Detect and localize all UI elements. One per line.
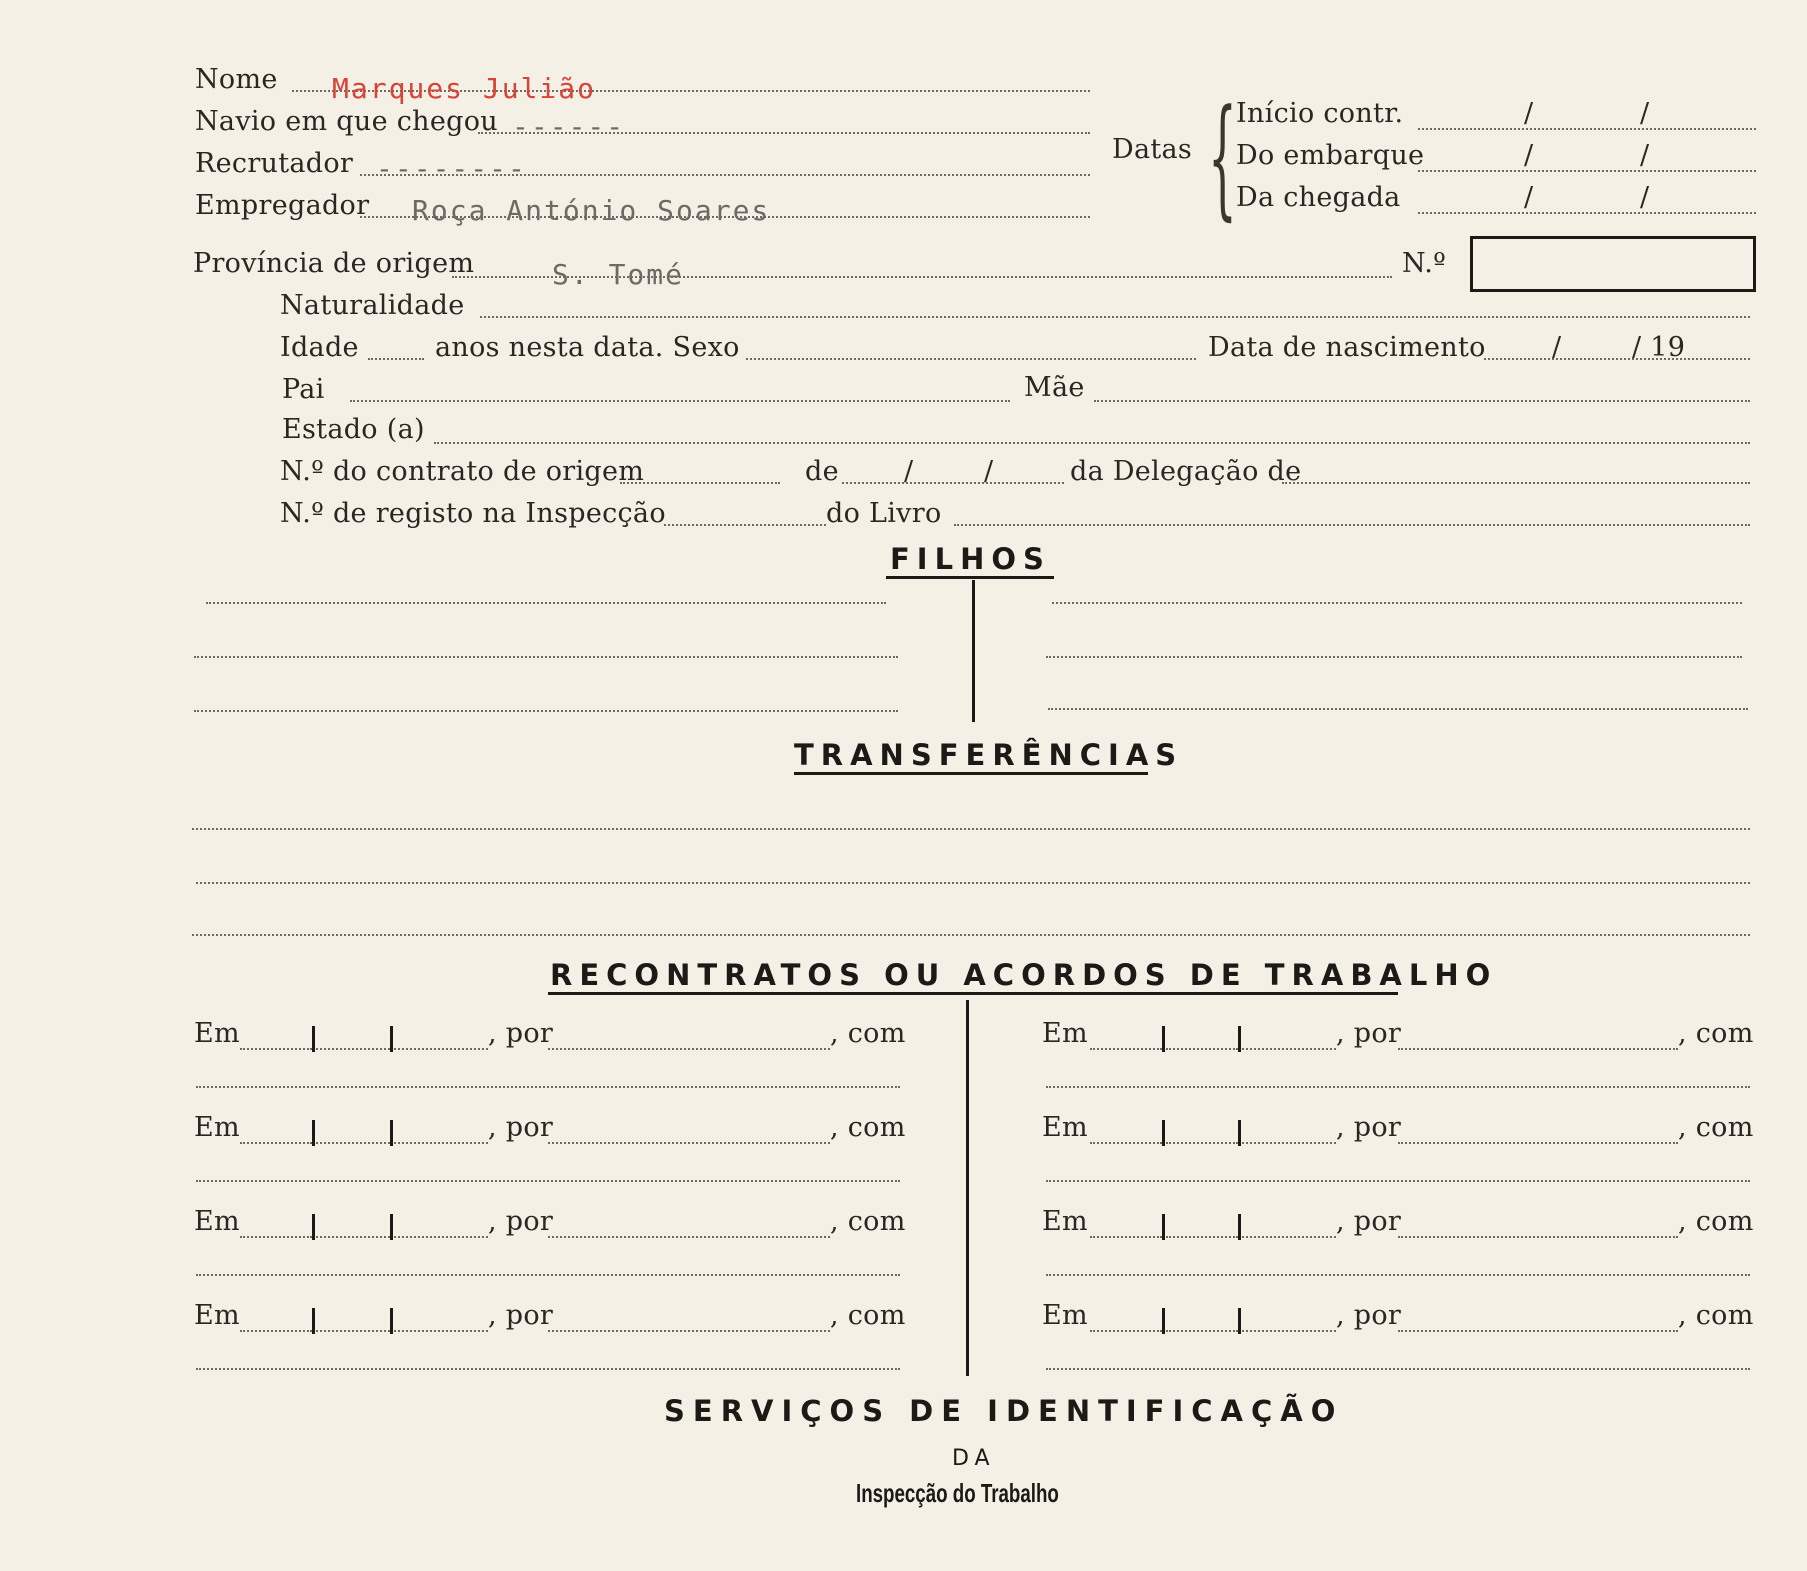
chegada-sep-2: /	[1640, 182, 1650, 213]
nascimento-sep-2: / 19	[1632, 332, 1686, 363]
recontrato-1-right-em-label: Em	[1042, 1018, 1088, 1049]
inicio-date-field[interactable]	[1418, 128, 1756, 130]
numero-box[interactable]	[1470, 236, 1756, 292]
empregador-label: Empregador	[195, 190, 370, 221]
recontrato-2-left-por-label: , por	[488, 1112, 554, 1143]
recontrato-2-right-com-label: , com	[1678, 1112, 1754, 1143]
pai-label: Pai	[282, 374, 325, 405]
livro-field[interactable]	[954, 524, 1750, 526]
recontrato-1-right-month-field[interactable]	[1166, 1048, 1238, 1050]
recontrato-4-left-separator-1	[312, 1308, 315, 1334]
recontrato-3-right-com-field[interactable]	[1046, 1274, 1750, 1276]
chegada-date-field[interactable]	[1418, 212, 1756, 214]
recontrato-3-left-month-field[interactable]	[316, 1236, 390, 1238]
anos-sexo-label: anos nesta data. Sexo	[435, 332, 740, 363]
recontrato-2-left-separator-1	[312, 1120, 315, 1146]
recontrato-3-right-day-field[interactable]	[1090, 1236, 1162, 1238]
nome-value: Marques Julião	[332, 72, 597, 105]
footer-da: DA	[952, 1446, 996, 1471]
idade-label: Idade	[280, 332, 359, 363]
recontrato-1-left-em-label: Em	[194, 1018, 240, 1049]
recontrato-1-right-por-label: , por	[1336, 1018, 1402, 1049]
chegada-sep-1: /	[1524, 182, 1534, 213]
recontrato-4-left-com-label: , com	[830, 1300, 906, 1331]
registo-label: N.º de registo na Inspecção	[280, 498, 666, 529]
recontrato-4-left-em-label: Em	[194, 1300, 240, 1331]
pai-field[interactable]	[350, 400, 1010, 402]
recontrato-2-left-por-field[interactable]	[548, 1142, 830, 1144]
naturalidade-label: Naturalidade	[280, 290, 465, 321]
recontrato-2-right-por-field[interactable]	[1398, 1142, 1678, 1144]
recontrato-1-left-day-field[interactable]	[240, 1048, 312, 1050]
nome-label: Nome	[195, 64, 278, 95]
embarque-label: Do embarque	[1236, 140, 1425, 171]
footer-servicos: SERVIÇOS DE IDENTIFICAÇÃO	[664, 1394, 1344, 1428]
recontrato-2-left-com-label: , com	[830, 1112, 906, 1143]
recontrato-2-right-month-field[interactable]	[1166, 1142, 1238, 1144]
recontrato-1-left-year-field[interactable]	[394, 1048, 488, 1050]
contrato-sep-2: /	[984, 456, 994, 487]
recontrato-4-left-month-field[interactable]	[316, 1330, 390, 1332]
recontrato-3-left-day-field[interactable]	[240, 1236, 312, 1238]
recontrato-1-left-com-label: , com	[830, 1018, 906, 1049]
recontrato-2-right-por-label: , por	[1336, 1112, 1402, 1143]
recontrato-1-left-separator-1	[312, 1026, 315, 1052]
empregador-value: Roça António Soares	[412, 194, 771, 227]
mae-label: Mãe	[1024, 372, 1085, 403]
nascimento-label: Data de nascimento	[1208, 332, 1486, 363]
chegada-label: Da chegada	[1236, 182, 1401, 213]
datas-label: Datas	[1112, 134, 1193, 165]
recontrato-1-right-year-field[interactable]	[1242, 1048, 1336, 1050]
recontrato-1-left-separator-2	[390, 1026, 393, 1052]
provincia-label: Província de origem	[193, 248, 475, 279]
recontrato-4-right-com-label: , com	[1678, 1300, 1754, 1331]
transferencias-line-2[interactable]	[196, 882, 1750, 884]
recontrato-4-left-year-field[interactable]	[394, 1330, 488, 1332]
navio-label: Navio em que chegou	[195, 106, 498, 137]
recontrato-3-right-year-field[interactable]	[1242, 1236, 1336, 1238]
inicio-sep-2: /	[1640, 98, 1650, 129]
recontrato-1-right-separator-2	[1238, 1026, 1241, 1052]
recontrato-4-right-year-field[interactable]	[1242, 1330, 1336, 1332]
contrato-label: N.º do contrato de origem	[280, 456, 645, 487]
recontrato-4-left-por-field[interactable]	[548, 1330, 830, 1332]
mae-field[interactable]	[1094, 400, 1750, 402]
delegacao-label: da Delegação de	[1070, 456, 1302, 487]
filhos-underline	[886, 576, 1054, 579]
recontrato-3-right-com-label: , com	[1678, 1206, 1754, 1237]
recontrato-3-left-por-field[interactable]	[548, 1236, 830, 1238]
recontrato-1-left-com-field[interactable]	[196, 1086, 900, 1088]
naturalidade-field[interactable]	[480, 316, 1750, 318]
recontrato-4-right-month-field[interactable]	[1166, 1330, 1238, 1332]
recontrato-2-left-em-label: Em	[194, 1112, 240, 1143]
recontratos-title: RECONTRATOS OU ACORDOS DE TRABALHO	[550, 958, 1498, 992]
idade-field[interactable]	[368, 358, 424, 360]
estado-field[interactable]	[434, 442, 1750, 444]
provincia-value: S. Tomé	[552, 258, 685, 291]
inicio-label: Início contr.	[1236, 98, 1404, 129]
recontrato-3-right-separator-1	[1162, 1214, 1165, 1240]
recontrato-4-left-por-label: , por	[488, 1300, 554, 1331]
recontrato-4-right-day-field[interactable]	[1090, 1330, 1162, 1332]
navio-value: ------	[512, 110, 626, 143]
filhos-line-left-3[interactable]	[194, 710, 898, 712]
transferencias-title: TRANSFERÊNCIAS	[794, 738, 1184, 772]
recontrato-1-right-com-field[interactable]	[1046, 1086, 1750, 1088]
recontrato-1-left-por-label: , por	[488, 1018, 554, 1049]
recontrato-4-right-separator-2	[1238, 1308, 1241, 1334]
numero-label: N.º	[1402, 248, 1447, 279]
recontrato-4-right-separator-1	[1162, 1308, 1165, 1334]
contrato-date-field[interactable]	[842, 482, 1064, 484]
recontrato-2-left-day-field[interactable]	[240, 1142, 312, 1144]
recontrato-3-left-com-field[interactable]	[196, 1274, 900, 1276]
filhos-line-right-2[interactable]	[1046, 656, 1742, 658]
filhos-title: FILHOS	[890, 542, 1051, 576]
recontrato-2-right-day-field[interactable]	[1090, 1142, 1162, 1144]
recontrato-3-left-com-label: , com	[830, 1206, 906, 1237]
recontrato-3-left-em-label: Em	[194, 1206, 240, 1237]
recontrato-4-left-separator-2	[390, 1308, 393, 1334]
contrato-field[interactable]	[620, 482, 780, 484]
transferencias-line-3[interactable]	[192, 934, 1750, 936]
recontrato-1-right-com-label: , com	[1678, 1018, 1754, 1049]
filhos-line-right-3[interactable]	[1048, 708, 1748, 710]
recontrato-3-left-year-field[interactable]	[394, 1236, 488, 1238]
recontrato-4-left-day-field[interactable]	[240, 1330, 312, 1332]
brace-icon: {	[1208, 81, 1237, 233]
transferencias-line-1[interactable]	[192, 828, 1750, 830]
recontrato-1-left-por-field[interactable]	[548, 1048, 830, 1050]
recontrato-4-right-com-field[interactable]	[1046, 1368, 1750, 1370]
recontrato-2-left-month-field[interactable]	[316, 1142, 390, 1144]
embarque-sep-1: /	[1524, 140, 1534, 171]
recontrato-1-right-por-field[interactable]	[1398, 1048, 1678, 1050]
transferencias-underline	[794, 772, 1148, 775]
recontrato-2-right-separator-1	[1162, 1120, 1165, 1146]
estado-label: Estado (a)	[282, 414, 425, 445]
registo-field[interactable]	[664, 524, 826, 526]
inicio-sep-1: /	[1524, 98, 1534, 129]
recontrato-1-right-day-field[interactable]	[1090, 1048, 1162, 1050]
recontrato-3-right-em-label: Em	[1042, 1206, 1088, 1237]
recontrato-1-right-separator-1	[1162, 1026, 1165, 1052]
recontrato-3-right-separator-2	[1238, 1214, 1241, 1240]
recontrato-3-left-separator-1	[312, 1214, 315, 1240]
recrutador-value: --------	[376, 152, 527, 185]
recontrato-4-left-com-field[interactable]	[196, 1368, 900, 1370]
filhos-line-right-1[interactable]	[1052, 602, 1742, 604]
recontrato-2-left-year-field[interactable]	[394, 1142, 488, 1144]
recontrato-1-left-month-field[interactable]	[316, 1048, 390, 1050]
recontrato-4-right-por-field[interactable]	[1398, 1330, 1678, 1332]
delegacao-field[interactable]	[1282, 482, 1750, 484]
recontrato-3-left-por-label: , por	[488, 1206, 554, 1237]
filhos-line-left-1[interactable]	[206, 602, 886, 604]
recontrato-2-right-year-field[interactable]	[1242, 1142, 1336, 1144]
recontrato-3-right-month-field[interactable]	[1166, 1236, 1238, 1238]
recontratos-divider	[966, 1000, 969, 1376]
recontratos-underline	[548, 992, 1398, 995]
recrutador-label: Recrutador	[195, 148, 354, 179]
recontrato-3-right-por-label: , por	[1336, 1206, 1402, 1237]
embarque-date-field[interactable]	[1418, 170, 1756, 172]
recontrato-3-right-por-field[interactable]	[1398, 1236, 1678, 1238]
nascimento-field[interactable]	[1484, 358, 1750, 360]
de-label: de	[805, 456, 839, 487]
recontrato-2-right-em-label: Em	[1042, 1112, 1088, 1143]
nascimento-sep-1: /	[1552, 332, 1562, 363]
filhos-line-left-2[interactable]	[194, 656, 898, 658]
filhos-divider	[972, 580, 975, 722]
recontrato-4-right-por-label: , por	[1336, 1300, 1402, 1331]
recontrato-2-left-separator-2	[390, 1120, 393, 1146]
footer-inspeccao: Inspecção do Trabalho	[856, 1478, 1059, 1508]
livro-label: do Livro	[826, 498, 942, 529]
recontrato-2-right-com-field[interactable]	[1046, 1180, 1750, 1182]
recontrato-4-right-em-label: Em	[1042, 1300, 1088, 1331]
recontrato-2-right-separator-2	[1238, 1120, 1241, 1146]
recontrato-2-left-com-field[interactable]	[196, 1180, 900, 1182]
contrato-sep-1: /	[904, 456, 914, 487]
sexo-field[interactable]	[746, 358, 1196, 360]
recontrato-3-left-separator-2	[390, 1214, 393, 1240]
embarque-sep-2: /	[1640, 140, 1650, 171]
